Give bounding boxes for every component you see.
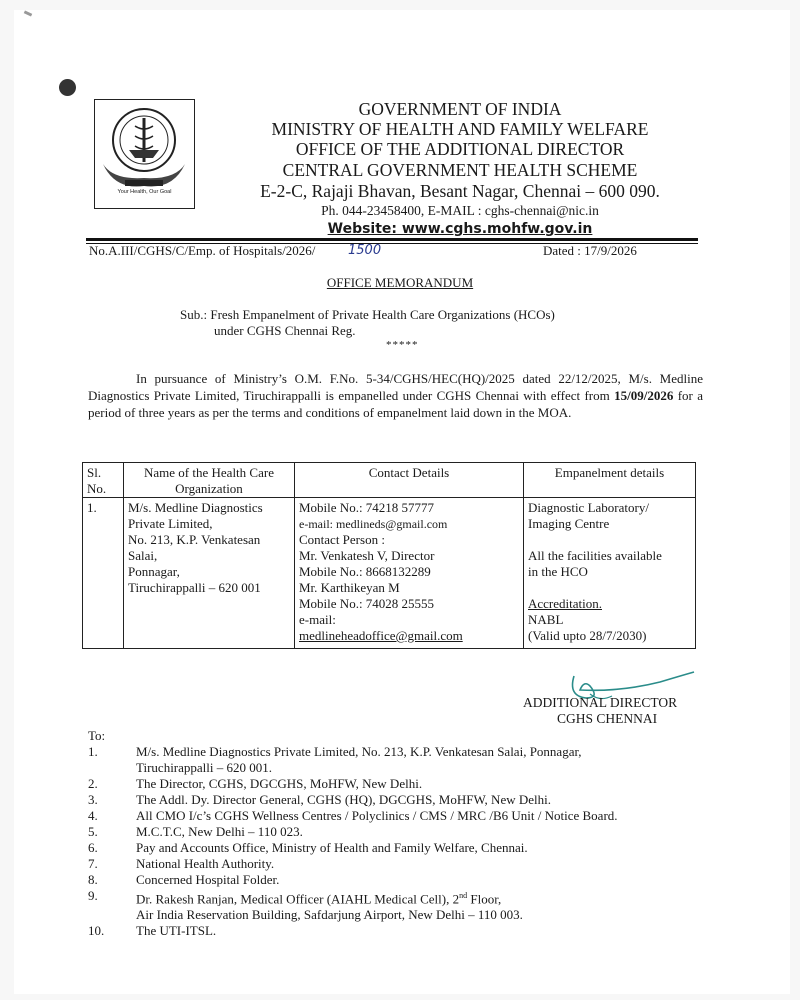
list-text-part: Floor, bbox=[467, 891, 502, 907]
contact-line: Mr. Karthikeyan M bbox=[299, 580, 400, 595]
list-item bbox=[88, 808, 728, 824]
name-line: Salai, bbox=[128, 548, 158, 563]
punch-hole bbox=[59, 79, 76, 96]
header-name: Name of the Health Care Organization bbox=[124, 463, 295, 498]
empanelment-table bbox=[82, 462, 696, 649]
body-paragraph bbox=[88, 370, 703, 421]
list-number: 4. bbox=[88, 808, 98, 823]
dated-label: Dated : 17/9/2026 bbox=[543, 243, 637, 258]
list-text-line: M/s. Medline Diagnostics Private Limited, No. 213, K.P. Venkatesan Salai, Ponnagar, bbox=[136, 744, 582, 759]
emp-line: in the HCO bbox=[528, 564, 588, 579]
name-line: M/s. Medline Diagnostics bbox=[128, 500, 263, 515]
header-scheme: CENTRAL GOVERNMENT HEALTH SCHEME bbox=[282, 160, 638, 180]
emblem-tagline: Your Health, Our Goal bbox=[117, 189, 172, 195]
table-row bbox=[83, 498, 696, 649]
list-text: Pay and Accounts Office, Ministry of Health and Family Welfare, Chennai. bbox=[136, 840, 528, 855]
list-item bbox=[88, 923, 728, 939]
table-header-row bbox=[83, 463, 696, 498]
subject-separator: ***** bbox=[386, 339, 419, 351]
contact-line: Mr. Venkatesh V, Director bbox=[299, 548, 435, 563]
memo-title: OFFICE MEMORANDUM bbox=[326, 275, 474, 290]
list-text-line: Tiruchirappalli – 620 001. bbox=[136, 760, 273, 775]
header-contact: Ph. 044-23458400, E-MAIL : cghs-chennai@nic.in bbox=[321, 203, 599, 218]
header-ministry: MINISTRY OF HEALTH AND FAMILY WELFARE bbox=[271, 119, 649, 139]
list-item bbox=[88, 856, 728, 872]
header-empanelment: Empanelment details bbox=[524, 463, 696, 498]
header-government: GOVERNMENT OF INDIA bbox=[358, 99, 562, 119]
emp-line: NABL bbox=[528, 612, 564, 627]
body-text-after: for a period of three years as per the terms and conditions of empanelment laid down in the MOA. bbox=[88, 388, 703, 420]
emp-line: All the facilities available bbox=[528, 548, 662, 563]
list-text: Concerned Hospital Folder. bbox=[136, 872, 280, 887]
website-link[interactable]: Website: www.cghs.mohfw.gov.in bbox=[327, 221, 593, 237]
cghs-emblem-icon bbox=[94, 99, 195, 209]
contact-line: Mobile No.: 8668132289 bbox=[299, 564, 431, 579]
emp-line: Imaging Centre bbox=[528, 516, 610, 531]
contact-line: Mobile No.: 74218 57777 bbox=[299, 500, 435, 515]
list-number: 8. bbox=[88, 872, 98, 887]
list-text: The Director, CGHS, DGCGHS, MoHFW, New Delhi. bbox=[136, 776, 423, 791]
signatory-title: ADDITIONAL DIRECTOR bbox=[523, 695, 678, 710]
signatory-office: CGHS CHENNAI bbox=[557, 711, 658, 726]
list-item bbox=[88, 824, 728, 840]
list-text-part: Dr. Rakesh Ranjan, Medical Officer (AIAHL Medical Cell), 2 bbox=[136, 891, 460, 907]
header-address: E-2-C, Rajaji Bhavan, Besant Nagar, Chennai – 600 090. bbox=[260, 181, 660, 201]
list-number: 3. bbox=[88, 792, 98, 807]
contact-line: Contact Person : bbox=[299, 532, 385, 547]
name-line: Tiruchirappalli – 620 001 bbox=[128, 580, 261, 595]
header-sl: Sl. No. bbox=[83, 463, 124, 498]
emp-line: (Valid upto 28/7/2030) bbox=[528, 628, 647, 643]
name-line: No. 213, K.P. Venkatesan bbox=[128, 532, 261, 547]
subject-line-2: under CGHS Chennai Reg. bbox=[214, 323, 356, 338]
emp-line: Diagnostic Laboratory/ bbox=[528, 500, 649, 515]
to-label: To: bbox=[88, 728, 106, 743]
contact-line: Mobile No.: 74028 25555 bbox=[299, 596, 435, 611]
list-item bbox=[88, 776, 728, 792]
list-item bbox=[88, 744, 728, 776]
list-text: The Addl. Dy. Director General, CGHS (HQ), DGCGHS, MoHFW, New Delhi. bbox=[136, 792, 551, 807]
contact-line: e-mail: bbox=[299, 612, 336, 627]
list-item bbox=[88, 792, 728, 808]
name-line: Ponnagar, bbox=[128, 564, 180, 579]
subject-line-1: Sub.: Fresh Empanelment of Private Health Care Organizations (HCOs) bbox=[180, 307, 555, 322]
list-number: 2. bbox=[88, 776, 98, 791]
list-number: 10. bbox=[88, 923, 105, 939]
distribution-list bbox=[88, 744, 728, 939]
list-item bbox=[88, 840, 728, 856]
list-item bbox=[88, 888, 728, 923]
body-text-before: In pursuance of Ministry’s O.M. F.No. 5-34/CGHS/HEC(HQ)/2025 dated 22/12/2025, M/s. Medline Diagnostics Private Limited, Tiruchirappalli is empanelled under CGHS Chennai with effect from bbox=[88, 371, 703, 403]
cell-empanelment bbox=[524, 498, 696, 649]
handwritten-number: 1500 bbox=[348, 243, 382, 258]
contact-line: e-mail: medlineds@gmail.com bbox=[299, 517, 448, 531]
list-number: 7. bbox=[88, 856, 98, 871]
header-website bbox=[260, 219, 660, 239]
superscript: nd bbox=[459, 891, 468, 900]
list-text: The UTI-ITSL. bbox=[136, 923, 217, 939]
list-item bbox=[88, 872, 728, 888]
emp-accreditation: Accreditation. bbox=[528, 596, 602, 611]
cell-name bbox=[124, 498, 295, 649]
list-number: 6. bbox=[88, 840, 98, 855]
header-contact: Contact Details bbox=[295, 463, 524, 498]
header-office: OFFICE OF THE ADDITIONAL DIRECTOR bbox=[295, 139, 625, 159]
effective-date: 15/09/2026 bbox=[614, 388, 674, 403]
list-number: 1. bbox=[88, 744, 98, 759]
reference-number: No.A.III/CGHS/C/Emp. of Hospitals/2026/ bbox=[89, 243, 316, 258]
list-text bbox=[136, 888, 728, 923]
list-text bbox=[136, 744, 728, 776]
list-text-line: Air India Reservation Building, Safdarjung Airport, New Delhi – 110 003. bbox=[136, 907, 523, 923]
header-rule-thick bbox=[86, 238, 698, 241]
list-text: National Health Authority. bbox=[136, 856, 275, 871]
list-number: 9. bbox=[88, 888, 98, 903]
contact-email-link[interactable]: medlineheadoffice@gmail.com bbox=[299, 628, 463, 643]
list-text: All CMO I/c’s CGHS Wellness Centres / Polyclinics / CMS / MRC /B6 Unit / Notice Board. bbox=[136, 808, 618, 823]
cell-sl: 1. bbox=[83, 498, 124, 649]
name-line: Private Limited, bbox=[128, 516, 213, 531]
list-number: 5. bbox=[88, 824, 98, 839]
list-text: M.C.T.C, New Delhi – 110 023. bbox=[136, 824, 303, 839]
list-text-line bbox=[136, 888, 728, 907]
cell-contact bbox=[295, 498, 524, 649]
